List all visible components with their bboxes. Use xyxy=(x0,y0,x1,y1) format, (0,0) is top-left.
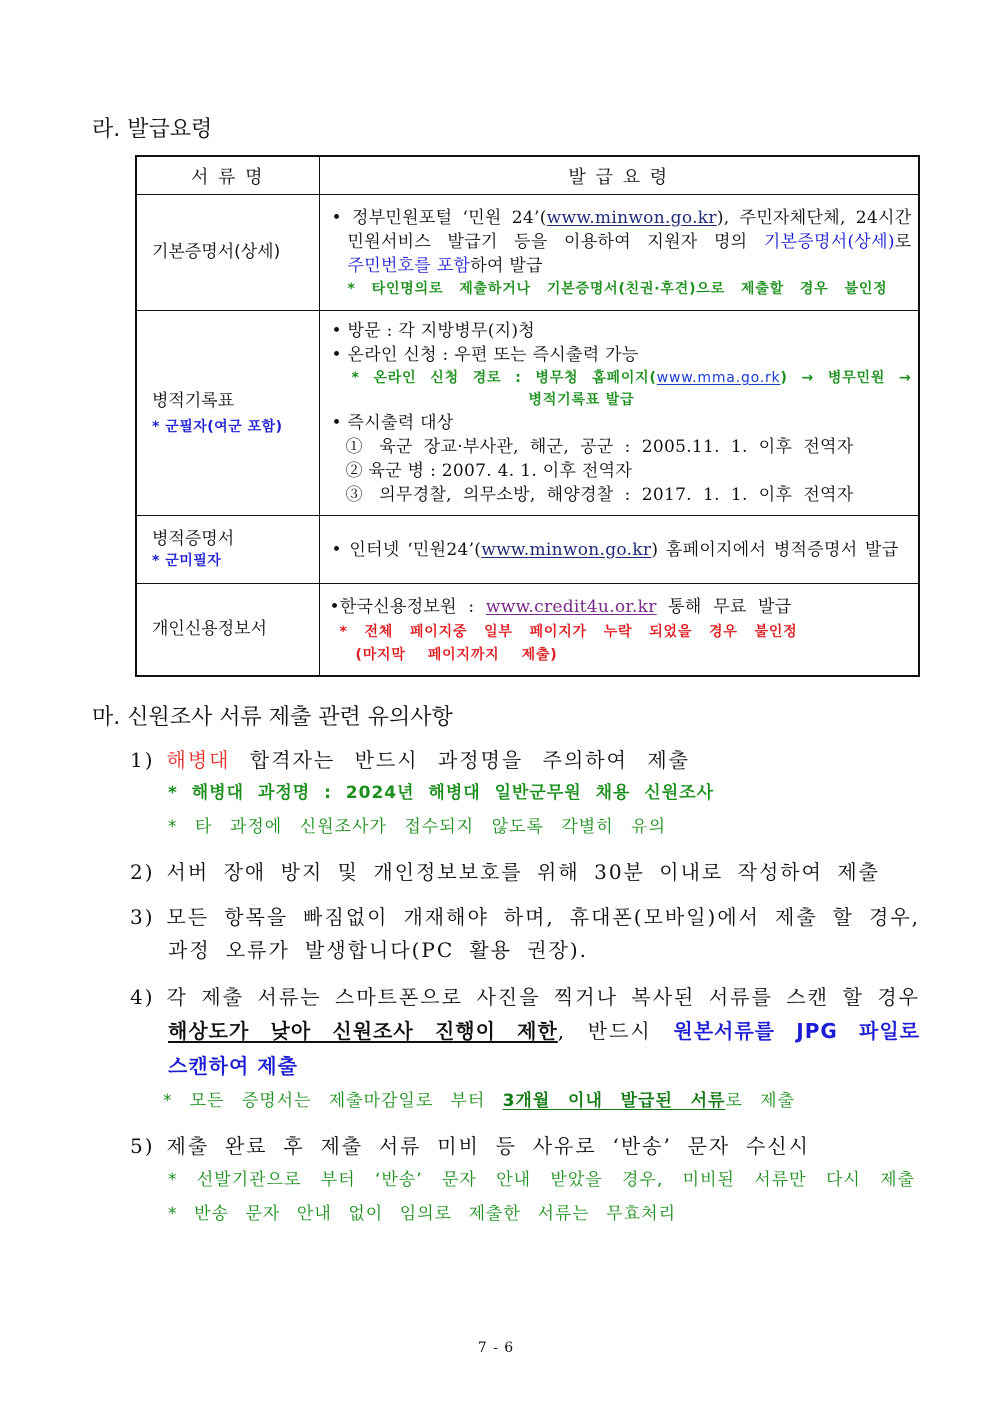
basic-cert-line-2-text-a: 민원서비스 발급기 등을 이용하여 지원자 명의 xyxy=(347,231,764,252)
header-document-name: 서 류 명 xyxy=(136,156,319,195)
military-record-target-note: * 군필자(여군 포함) xyxy=(152,418,283,435)
minwon-link[interactable]: www.minwon.go.kr xyxy=(546,207,717,228)
resident-number-highlight: 주민번호를 포함 xyxy=(347,255,471,276)
doc-name-cell xyxy=(136,516,319,584)
instant-print-title: • 즉시출력 대상 xyxy=(331,413,454,433)
online-path-text-a: * 온라인 신청 경로 : 병무청 홈페이지( xyxy=(351,370,657,386)
item-number: 1) xyxy=(130,748,155,772)
doc-name-cell xyxy=(136,311,319,516)
credit-report-note-1: * 전체 페이지중 일부 페이지가 누락 되었을 경우 불인정 xyxy=(339,623,798,640)
notice-item-5-note-1: * 선발기관으로 부터 ‘반송’ 문자 안내 받았을 경우, 미비된 서류만 다시 제출 xyxy=(168,1170,915,1190)
instant-print-item-2: ② 육군 병 : 2007. 4. 1. 이후 전역자 xyxy=(345,461,633,481)
table-row-military-record xyxy=(136,311,919,516)
military-cert-target-note: * 군미필자 xyxy=(152,552,222,569)
basic-cert-highlight: 기본증명서(상세) xyxy=(763,231,895,252)
credit-report-text-b: 통해 무료 발급 xyxy=(656,596,792,617)
online-path-note xyxy=(352,367,912,389)
online-path-note-end: 병적기록표 발급 xyxy=(528,392,635,408)
guide-cell-military-record xyxy=(319,311,919,516)
doc-name-military-record: 병적기록표 xyxy=(152,390,235,411)
notice-item-4-line-1: 각 제출 서류는 스마트폰으로 사진을 찍거나 복사된 서류를 스캔 할 경우 xyxy=(166,985,920,1009)
notice-item-3-line-2: 과정 오류가 발생합니다(PC 활용 권장). xyxy=(168,938,588,962)
military-cert-text-a: • 인터넷 ‘민원24’( xyxy=(331,539,482,560)
item-number: 3) xyxy=(130,905,155,929)
basic-cert-line-1-text-a: • 정부민원포털 ‘민원 24’( xyxy=(331,207,547,228)
guide-cell-credit-report xyxy=(319,584,919,677)
header-issuance-guide: 발 급 요 령 xyxy=(319,156,919,195)
page-number: 7 - 6 xyxy=(477,1340,515,1356)
mma-link[interactable]: www.mma.go.rk xyxy=(656,370,781,386)
section-ma-title: 마. 신원조사 서류 제출 관련 유의사항 xyxy=(92,705,453,730)
table-row-credit-report xyxy=(136,584,919,677)
notice-item-5-text: 제출 완료 후 제출 서류 미비 등 사유로 ‘반송’ 문자 수신시 xyxy=(166,1134,810,1158)
credit-report-line-1 xyxy=(330,594,792,620)
basic-cert-line-2-text-b: 로 xyxy=(894,231,912,252)
notice-item-4-line-2-mid: , 반드시 xyxy=(557,1019,674,1043)
credit4u-link[interactable]: www.credit4u.or.kr xyxy=(485,596,657,617)
doc-name-credit-report: 개인신용정보서 xyxy=(152,619,267,639)
item-number: 5) xyxy=(130,1134,155,1158)
basic-cert-line-1 xyxy=(332,206,912,230)
doc-name-military-cert: 병적증명서 xyxy=(152,528,235,549)
basic-cert-note: * 타인명의로 제출하거나 기본증명서(친권·후견)으로 제출할 경우 불인정 xyxy=(347,280,888,297)
notice-item-1-note-2: * 타 과정에 신원조사가 접수되지 않도록 각별히 유의 xyxy=(168,817,666,837)
basic-cert-line-3 xyxy=(348,254,913,278)
doc-name-cell xyxy=(136,195,319,311)
notice-item-4-line-2 xyxy=(168,1017,920,1045)
online-path-text-b: ) → 병무민원 → xyxy=(780,370,912,386)
military-cert-text-b: ) 홈페이지에서 병적증명서 발급 xyxy=(651,539,899,560)
original-jpg-highlight: 원본서류를 JPG 파일로 xyxy=(673,1019,920,1043)
notice-item-5 xyxy=(130,1132,810,1160)
item-number: 4) xyxy=(130,985,155,1009)
credit-report-note-2: (마지막 페이지까지 제출) xyxy=(355,646,558,663)
scan-submit-highlight: 스캔하여 제출 xyxy=(168,1054,298,1078)
instant-print-item-3: ③ 의무경찰, 의무소방, 해양경찰 : 2017. 1. 1. 이후 전역자 xyxy=(345,485,854,505)
resolution-warning: 해상도가 낮아 신원조사 진행이 제한 xyxy=(168,1019,558,1043)
military-cert-line-1 xyxy=(332,538,899,562)
notice-item-1-text: 합격자는 반드시 과정명을 주의하여 제출 xyxy=(230,748,690,772)
minwon-link[interactable]: www.minwon.go.kr xyxy=(481,539,652,560)
three-month-highlight: 3개월 이내 발급된 서류 xyxy=(502,1091,726,1111)
notice-item-4-note-b: 로 제출 xyxy=(725,1091,795,1111)
instant-print-item-1: ① 육군 장교·부사관, 해군, 공군 : 2005.11. 1. 이후 전역자 xyxy=(345,437,854,457)
notice-item-2 xyxy=(130,858,880,886)
notice-item-1 xyxy=(130,746,690,774)
notice-item-3 xyxy=(130,903,920,931)
doc-name-basic-cert: 기본증명서(상세) xyxy=(152,242,281,262)
doc-name-cell xyxy=(136,584,319,677)
notice-item-3-line-1: 모든 항목을 빠짐없이 개재해야 하며, 휴대폰(모바일)에서 제출 할 경우, xyxy=(166,905,920,929)
notice-item-4 xyxy=(130,983,920,1011)
section-ra-title: 라. 발급요령 xyxy=(92,117,213,142)
table-header-row xyxy=(136,156,919,195)
notice-item-1-note-1: * 해병대 과정명 : 2024년 해병대 일반군무원 채용 신원조사 xyxy=(168,783,714,803)
military-record-online: • 온라인 신청 : 우편 또는 즉시출력 가능 xyxy=(331,345,639,365)
notice-item-4-line-3 xyxy=(168,1052,298,1080)
guide-cell-basic-cert xyxy=(319,195,919,311)
issuance-table xyxy=(135,155,920,677)
basic-cert-line-2 xyxy=(348,230,912,254)
notice-item-4-note-a: * 모든 증명서는 제출마감일로 부터 xyxy=(163,1091,503,1111)
basic-cert-line-3-text-b: 하여 발급 xyxy=(470,255,543,276)
table-row-military-cert xyxy=(136,516,919,584)
notice-item-4-note xyxy=(163,1088,795,1114)
marine-corps-highlight: 해병대 xyxy=(166,748,231,772)
military-record-visit: • 방문 : 각 지방병무(지)청 xyxy=(331,321,536,341)
item-number: 2) xyxy=(130,860,155,884)
guide-cell-military-cert xyxy=(319,516,919,584)
basic-cert-line-1-text-b: ), 주민자체단체, 24시간 xyxy=(716,207,912,228)
notice-item-5-note-2: * 반송 문자 안내 없이 임의로 제출한 서류는 무효처리 xyxy=(168,1204,676,1224)
notice-item-2-text: 서버 장애 방지 및 개인정보보호를 위해 30분 이내로 작성하여 제출 xyxy=(166,860,880,884)
credit-report-text-a: •한국신용정보원 : xyxy=(329,596,486,617)
table-row-basic-cert xyxy=(136,195,919,311)
